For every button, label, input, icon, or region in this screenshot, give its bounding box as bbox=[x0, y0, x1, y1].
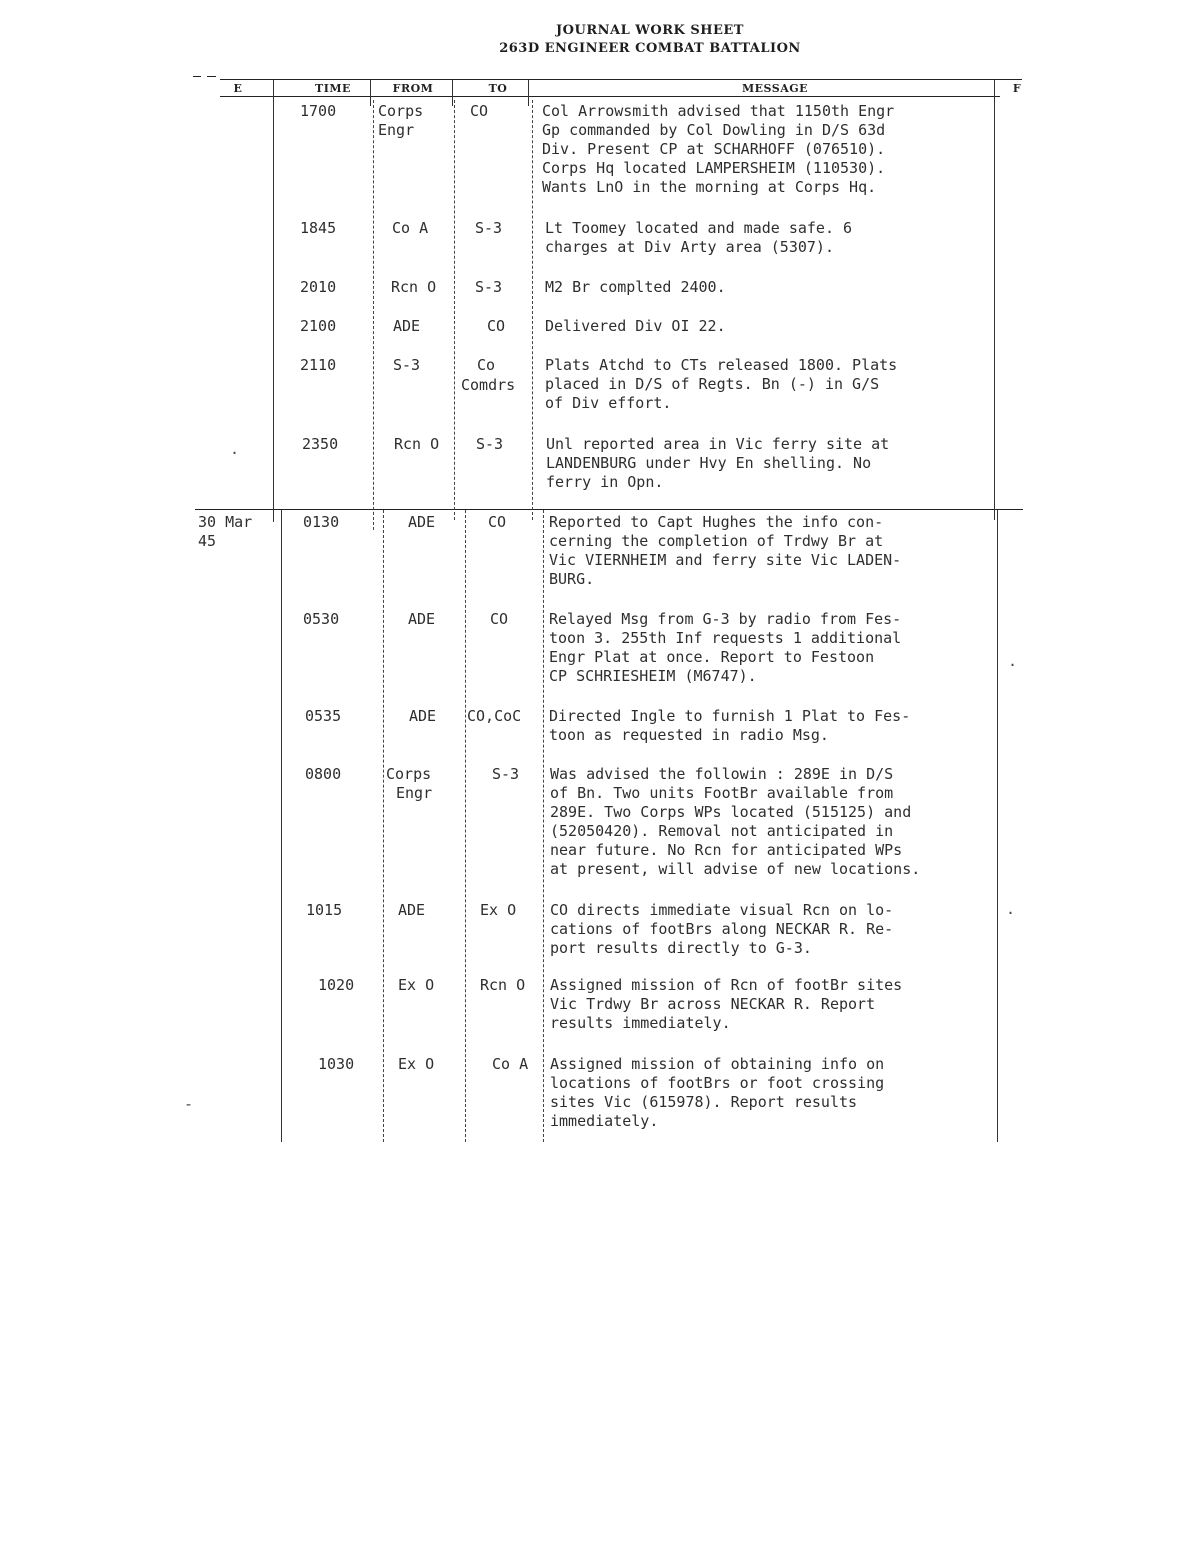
entry-message bbox=[545, 356, 1005, 413]
stray-mark bbox=[193, 76, 201, 77]
entry-to: CO bbox=[488, 513, 507, 531]
entry-from: S-3 bbox=[393, 356, 421, 374]
entry-to: S-3 bbox=[475, 219, 503, 237]
message-line: of Div effort. bbox=[545, 394, 672, 412]
stray-mark bbox=[207, 76, 216, 77]
message-line: Assigned mission of obtaining info on bbox=[550, 1055, 885, 1073]
message-line: cerning the completion of Trdwy Br at bbox=[549, 532, 884, 550]
entry-message bbox=[550, 976, 1010, 1033]
entry-time: 0130 bbox=[303, 513, 340, 531]
entry-from: Corps bbox=[378, 102, 424, 120]
entry-time: 1030 bbox=[318, 1055, 355, 1073]
message-line: sites Vic (615978). Report results bbox=[550, 1093, 858, 1111]
message-line: CO directs immediate visual Rcn on lo- bbox=[550, 901, 894, 919]
entry-from: Engr bbox=[396, 784, 433, 802]
document-title: JOURNAL WORK SHEET bbox=[556, 23, 744, 38]
message-line: Assigned mission of Rcn of footBr sites bbox=[550, 976, 903, 994]
entry-from: Co A bbox=[392, 219, 429, 237]
entry-from: Corps bbox=[386, 765, 432, 783]
message-line: charges at Div Arty area (5307). bbox=[545, 238, 834, 256]
document-subtitle: 263D ENGINEER COMBAT BATTALION bbox=[499, 41, 801, 56]
message-line: Unl reported area in Vic ferry site at bbox=[546, 435, 890, 453]
entry-to: CO bbox=[487, 317, 506, 335]
entry-from: Rcn O bbox=[394, 435, 440, 453]
entry-message bbox=[545, 278, 1005, 297]
message-line: Lt Toomey located and made safe. 6 bbox=[545, 219, 853, 237]
column-rule-to-lower bbox=[543, 510, 544, 1142]
message-line: toon as requested in radio Msg. bbox=[549, 726, 829, 744]
entry-message bbox=[550, 901, 1010, 958]
entry-time: 1015 bbox=[306, 901, 343, 919]
message-line: Div. Present CP at SCHARHOFF (076510). bbox=[542, 140, 886, 158]
column-rule-from-top bbox=[452, 80, 453, 106]
stray-dash: - bbox=[184, 1095, 194, 1113]
message-line: Col Arrowsmith advised that 1150th Engr bbox=[542, 102, 895, 120]
column-rule-time-lower bbox=[383, 510, 384, 1142]
entry-to: S-3 bbox=[475, 278, 503, 296]
column-header-date: E bbox=[233, 82, 243, 95]
entry-from: Rcn O bbox=[391, 278, 437, 296]
message-line: Directed Ingle to furnish 1 Plat to Fes- bbox=[549, 707, 911, 725]
column-header-to: TO bbox=[488, 82, 508, 95]
entry-from: Engr bbox=[378, 121, 415, 139]
column-header-message: MESSAGE bbox=[741, 82, 809, 95]
entry-to: CO,CoC bbox=[467, 707, 522, 725]
entry-message bbox=[545, 219, 1005, 257]
column-rule-from bbox=[454, 100, 455, 520]
message-line: at present, will advise of new locations. bbox=[550, 860, 921, 878]
message-line: Corps Hq located LAMPERSHEIM (110530). bbox=[542, 159, 886, 177]
message-line: Plats Atchd to CTs released 1800. Plats bbox=[545, 356, 898, 374]
column-rule-from-lower bbox=[465, 510, 466, 1142]
date-separator-rule bbox=[195, 509, 1023, 510]
entry-message bbox=[550, 1055, 1010, 1131]
entry-to: Co A bbox=[492, 1055, 529, 1073]
message-line: Vic VIERNHEIM and ferry site Vic LADEN- bbox=[549, 551, 902, 569]
entry-time: 2110 bbox=[300, 356, 337, 374]
entry-to: Co bbox=[477, 356, 496, 374]
message-line: Gp commanded by Col Dowling in D/S 63d bbox=[542, 121, 886, 139]
message-line: Engr Plat at once. Report to Festoon bbox=[549, 648, 875, 666]
entry-message bbox=[549, 610, 1009, 686]
message-line: results immediately. bbox=[550, 1014, 731, 1032]
message-line: cations of footBrs along NECKAR R. Re- bbox=[550, 920, 894, 938]
message-line: of Bn. Two units FootBr available from bbox=[550, 784, 894, 802]
entry-message bbox=[549, 707, 1009, 745]
entry-to: Comdrs bbox=[461, 376, 516, 394]
message-line: LANDENBURG under Hvy En shelling. No bbox=[546, 454, 872, 472]
column-header-time: TIME bbox=[315, 82, 351, 95]
entry-from: Ex O bbox=[398, 1055, 435, 1073]
message-line: Wants LnO in the morning at Corps Hq. bbox=[542, 178, 877, 196]
column-rule-time-top bbox=[370, 80, 371, 106]
entry-time: 2350 bbox=[302, 435, 339, 453]
entry-time: 0530 bbox=[303, 610, 340, 628]
message-line: Relayed Msg from G-3 by radio from Fes- bbox=[549, 610, 902, 628]
entry-time: 1845 bbox=[300, 219, 337, 237]
entry-from: ADE bbox=[408, 610, 436, 628]
column-rule-to-top bbox=[528, 80, 529, 106]
message-line: (52050420). Removal not anticipated in bbox=[550, 822, 894, 840]
entry-message bbox=[549, 513, 1009, 589]
entry-message bbox=[545, 317, 1005, 336]
message-line: near future. No Rcn for anticipated WPs bbox=[550, 841, 903, 859]
message-line: Delivered Div OI 22. bbox=[545, 317, 726, 335]
entry-time: 0800 bbox=[305, 765, 342, 783]
entry-from: ADE bbox=[398, 901, 426, 919]
entry-to: CO bbox=[490, 610, 509, 628]
entry-time: 1020 bbox=[318, 976, 355, 994]
stray-dot: . bbox=[230, 440, 240, 458]
entry-to: Ex O bbox=[480, 901, 517, 919]
column-header-from: FROM bbox=[392, 82, 434, 95]
entry-to: S-3 bbox=[476, 435, 504, 453]
entry-from: Ex O bbox=[398, 976, 435, 994]
message-line: toon 3. 255th Inf requests 1 additional bbox=[549, 629, 902, 647]
message-line: Was advised the followin : 289E in D/S bbox=[550, 765, 894, 783]
entry-to: Rcn O bbox=[480, 976, 526, 994]
entry-date: 30 Mar 45 bbox=[198, 513, 253, 550]
entry-to: S-3 bbox=[492, 765, 520, 783]
column-header-right: F bbox=[1012, 82, 1022, 95]
entry-message bbox=[546, 435, 1006, 492]
table-top-rule bbox=[220, 79, 1022, 80]
message-line: Vic Trdwy Br across NECKAR R. Report bbox=[550, 995, 876, 1013]
message-line: ferry in Opn. bbox=[546, 473, 664, 491]
column-rule-to bbox=[532, 100, 533, 520]
message-line: Reported to Capt Hughes the info con- bbox=[549, 513, 884, 531]
entry-time: 2010 bbox=[300, 278, 337, 296]
message-line: CP SCHRIESHEIM (M6747). bbox=[549, 667, 757, 685]
message-line: BURG. bbox=[549, 570, 595, 588]
table-header-rule bbox=[220, 96, 1000, 97]
message-line: immediately. bbox=[550, 1112, 659, 1130]
message-line: locations of footBrs or foot crossing bbox=[550, 1074, 885, 1092]
column-rule-date-lower bbox=[281, 510, 282, 1142]
column-rule-date bbox=[273, 80, 274, 522]
entry-message bbox=[550, 765, 1010, 879]
stray-dot: . bbox=[1006, 900, 1016, 918]
entry-time: 1700 bbox=[300, 102, 337, 120]
column-rule-time bbox=[373, 100, 374, 530]
entry-time: 2100 bbox=[300, 317, 337, 335]
entry-message bbox=[542, 102, 1002, 197]
entry-from: ADE bbox=[393, 317, 421, 335]
message-line: M2 Br complted 2400. bbox=[545, 278, 726, 296]
message-line: placed in D/S of Regts. Bn (-) in G/S bbox=[545, 375, 880, 393]
message-line: port results directly to G-3. bbox=[550, 939, 812, 957]
message-line: 289E. Two Corps WPs located (515125) and bbox=[550, 803, 912, 821]
entry-time: 0535 bbox=[305, 707, 342, 725]
entry-from: ADE bbox=[409, 707, 437, 725]
entry-to: CO bbox=[470, 102, 489, 120]
entry-from: ADE bbox=[408, 513, 436, 531]
stray-dot: . bbox=[1008, 652, 1018, 670]
